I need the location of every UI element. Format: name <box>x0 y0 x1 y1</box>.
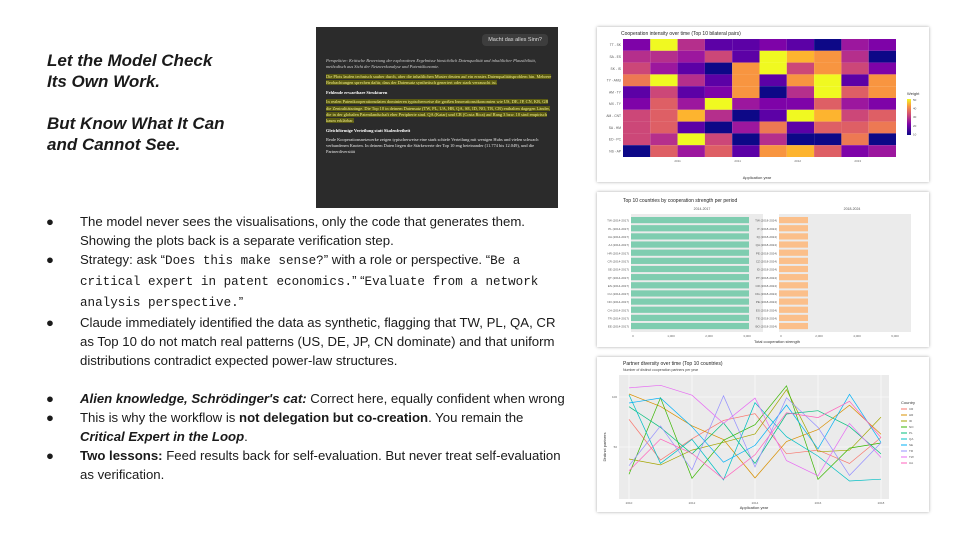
title-line-4: and Cannot See. <box>47 135 181 154</box>
heatmap-cell <box>814 133 841 145</box>
bar-label: HR (2014-2017) <box>607 251 629 256</box>
heatmap-row-label: SA - HM <box>608 125 621 130</box>
chat-screenshot <box>316 27 558 208</box>
heatmap-cell <box>678 122 705 134</box>
bullet-item: ● Claude immediately identified the data as synthetic, flagging that TW, PL, QA, CR as Top 10 do not match real patterns (US, DE, JP, CN dominate) and that uniform distributions contradict expected power-law structures. <box>46 315 556 368</box>
bar <box>631 323 749 329</box>
heatmap-legend-tick: 10 <box>913 132 917 137</box>
heatmap-row-label: SK - IS <box>610 66 621 71</box>
heatmap-cell <box>650 145 677 157</box>
bullet-item: ● Strategy: ask “Does this make sense?” with a role or perspective. “Be a critical expert in patent economics.” “Evaluate from a network analysis perspective.” <box>46 252 539 310</box>
heatmap-cell <box>841 74 868 86</box>
heatmap-cell <box>678 133 705 145</box>
prompt-code: Evaluate from a network analysis perspective. <box>80 275 539 310</box>
bar <box>631 274 749 280</box>
bar-chart-x-tick: 0 <box>632 334 634 338</box>
bar-label: PL (2014-2017) <box>608 226 629 231</box>
heatmap-cell <box>869 122 896 134</box>
line-chart-y-tick: 100 <box>611 395 617 399</box>
legend-item: NO <box>909 425 914 430</box>
bar-label: IQ (2018-2024) <box>756 235 777 239</box>
legend-item: SE <box>909 443 914 448</box>
heatmap-cell <box>650 110 677 122</box>
heatmap-cell <box>869 98 896 110</box>
line-chart-x-axis-label: Application year <box>739 505 769 510</box>
bullet-dot: ● <box>46 448 54 463</box>
heatmap-cell <box>650 51 677 63</box>
bar-label: TW (2018-2024) <box>755 218 777 223</box>
heatmap-cell <box>678 63 705 75</box>
bar-label: QA (2018-2024) <box>755 243 777 248</box>
bar-label: PT (2018-2024) <box>756 275 777 280</box>
heatmap-cell <box>732 51 759 63</box>
heatmap-cell <box>760 39 787 51</box>
line-chart-plot <box>597 357 929 512</box>
heatmap-cell <box>787 74 814 86</box>
bar-label: CH (2014-2017) <box>607 308 629 313</box>
heatmap-cell <box>814 98 841 110</box>
bar <box>779 290 808 296</box>
heatmap-cell <box>650 39 677 51</box>
heatmap-cell <box>705 133 732 145</box>
bar-label: CU (2014-2017) <box>607 292 629 297</box>
heatmap-cell <box>869 39 896 51</box>
bar-label: DG (2018-2024) <box>755 292 777 297</box>
heatmap-cell <box>841 98 868 110</box>
bar <box>631 266 749 272</box>
bar <box>631 250 749 256</box>
heatmap-cell <box>787 110 814 122</box>
heatmap-cell <box>814 122 841 134</box>
heatmap-plot <box>597 27 929 182</box>
heatmap-cell <box>650 98 677 110</box>
heatmap-cell <box>623 39 650 51</box>
heatmap-cell <box>705 110 732 122</box>
heatmap-cell <box>787 145 814 157</box>
bar-chart-title: Top 10 countries by cooperation strength per period <box>623 198 738 204</box>
heatmap-cell <box>760 145 787 157</box>
title-line-3: But Know What It Can <box>47 114 225 133</box>
legend-item: PL <box>909 431 913 436</box>
line-chart-x-tick: 2012 <box>688 501 696 505</box>
prompt-code: Be a critical expert in patent economics. <box>80 254 521 289</box>
heatmap-cell <box>787 133 814 145</box>
bar <box>779 266 808 272</box>
line-chart-title: Partner diversity over time (Top 10 countries) <box>623 361 723 367</box>
heatmap-cell <box>623 98 650 110</box>
heatmap-cell <box>841 63 868 75</box>
heatmap-cell <box>705 145 732 157</box>
response-paragraph-2: In realen Patentkooperationsdaten dominieren typischerweise die großen Innovationsökonomien wie US, DE, JP, CN, KR, GB die Zentralitätsränge. Die Top 10 in deinem Datensatz (TW, PL, UA, HR, QA, SE, ID, NO, TR, CR) enthalten dagegen Länder, die in der globalen Patentlandschaft eher Peripherie sind. QA (Katar) und CR (Costa Rica) auf Rang 3 bzw. 10 sind empirisch kaum erklärbar. <box>326 99 550 123</box>
heatmap-cell <box>623 63 650 75</box>
heatmap-cell <box>732 63 759 75</box>
heatmap-cell <box>760 74 787 86</box>
bar-label: ES (2014-2017) <box>607 283 629 288</box>
heatmap-cell <box>732 110 759 122</box>
heatmap-cell <box>841 122 868 134</box>
bar-label: CR (2014-2017) <box>607 259 629 264</box>
bar <box>631 290 749 296</box>
heatmap-cell <box>678 86 705 98</box>
heatmap-cell <box>787 63 814 75</box>
bar <box>779 274 808 280</box>
heatmap-cell <box>732 145 759 157</box>
bar-label: BO (2018-2024) <box>755 324 777 329</box>
bullet-list <box>46 212 566 484</box>
slide-title <box>47 50 307 155</box>
assistant-response <box>326 58 552 159</box>
bar-chart-x-axis-label: Total cooperation strength <box>753 339 801 344</box>
bar-label: NO (2014-2017) <box>607 300 629 305</box>
bar-label: CR (2018-2024) <box>755 283 777 288</box>
line-chart-subtitle: Number of distinct cooperation partners per year <box>623 368 699 372</box>
legend-item: TR <box>909 449 913 454</box>
heatmap-x-axis-label: Application year <box>742 175 772 180</box>
bar-label: CZ (2018-2024) <box>755 259 777 264</box>
heatmap-cell <box>732 74 759 86</box>
line-chart-x-tick: 2018 <box>877 501 885 505</box>
bullet-item: ● The model never sees the visualisations, only the code that generates them. Showing the plots back is a separate verification step. <box>46 214 525 248</box>
bar-label: IT (2018-2024) <box>757 226 777 231</box>
bar-chart-x-tick: 2,000 <box>815 334 823 338</box>
bar <box>779 225 808 231</box>
bullet-dot: ● <box>46 410 54 425</box>
heatmap-cell <box>623 86 650 98</box>
bullet-dot: ● <box>46 391 54 406</box>
bar <box>779 258 808 264</box>
heatmap-cell <box>705 98 732 110</box>
bar <box>779 315 808 321</box>
heatmap-x-tick: 2011 <box>674 159 681 163</box>
heatmap-cell <box>814 74 841 86</box>
bar <box>779 282 808 288</box>
heatmap-cell <box>650 74 677 86</box>
heatmap-x-tick: 2012 <box>794 159 802 163</box>
heatmap-cell <box>623 74 650 86</box>
heatmap-cell <box>705 122 732 134</box>
heatmap-cell <box>732 39 759 51</box>
heatmap-row-label: ED - PC <box>608 137 621 142</box>
bar-label: PE (2018-2024) <box>755 251 777 256</box>
heatmap-row-label: SA - ES <box>609 55 621 59</box>
heatmap-x-tick: 2011 <box>734 159 741 163</box>
heatmap-cell <box>814 145 841 157</box>
heatmap-cell <box>869 110 896 122</box>
heatmap-cell <box>760 86 787 98</box>
heatmap-row-label: TY - AMU <box>606 78 621 83</box>
bar-label: TR (2014-2017) <box>607 316 629 321</box>
heatmap-row-label: MX - TY <box>608 102 621 107</box>
bar-label: PE (2018-2024) <box>755 300 777 305</box>
heatmap-cell <box>787 86 814 98</box>
bar <box>631 299 749 305</box>
heatmap-cell <box>760 63 787 75</box>
heatmap-legend-colorbar <box>907 99 911 135</box>
heatmap-x-tick: 2013 <box>854 159 862 163</box>
line-chart-x-tick: 2016 <box>814 501 822 505</box>
heatmap-cell <box>732 98 759 110</box>
bar <box>631 233 749 239</box>
heatmap-cell <box>841 133 868 145</box>
heatmap-cell <box>814 39 841 51</box>
heatmap-legend-tick: 50 <box>913 98 917 102</box>
heatmap-cell <box>623 51 650 63</box>
bar-label: AJ (2014-2017) <box>608 243 629 248</box>
bullet-dot: ● <box>46 315 54 330</box>
heatmap-cell <box>869 133 896 145</box>
legend-item: ID <box>909 419 912 424</box>
bar <box>631 282 749 288</box>
bar <box>779 233 808 239</box>
heatmap-row-label: AM - CNT <box>606 114 621 118</box>
heatmap-cell <box>705 51 732 63</box>
heatmap-cell <box>732 122 759 134</box>
heatmap-cell <box>869 86 896 98</box>
heatmap-legend-tick: 40 <box>913 106 917 111</box>
heatmap-legend-tick: 30 <box>913 115 917 120</box>
heatmap-cell <box>650 63 677 75</box>
bar-chart-x-tick: 4,000 <box>853 334 861 338</box>
heatmap-cell <box>869 74 896 86</box>
bar-label: ID (2018-2024) <box>756 267 777 272</box>
bar <box>631 307 749 313</box>
response-heading-2: Gleichförmige Verteilung statt Skalenfreiheit <box>326 127 411 133</box>
heatmap-cell <box>760 98 787 110</box>
facet-label-1: 2014-2017 <box>693 207 711 211</box>
bar-chart-x-tick: 6,000 <box>891 334 899 338</box>
bullet-item: ● Two lessons: Feed results back for self-evaluation. But never treat self-evaluation as verification. <box>46 448 561 482</box>
bar <box>631 241 749 247</box>
bar-label: SE (2014-2017) <box>607 267 629 272</box>
heatmap-svg <box>597 27 929 182</box>
bar <box>631 217 749 223</box>
heatmap-cell <box>814 51 841 63</box>
legend-item: TW <box>909 455 914 460</box>
heatmap-cell <box>869 51 896 63</box>
heatmap-cell <box>705 39 732 51</box>
heatmap-cell <box>650 86 677 98</box>
line-chart-y-axis-label: Distinct partners <box>602 432 607 462</box>
response-paragraph-1: Die Plots laufen technisch sauber durch, aber die inhaltlichen Muster deuten auf ein ernstes Datenqualitätsproblem hin. Mehrere Beobachtungen sprechen dafür, dass der Datensatz synthetisch generiert oder stark verrauscht ist. <box>326 74 552 86</box>
heatmap-cell <box>623 133 650 145</box>
line-chart-y-tick: 50 <box>613 445 617 449</box>
bar <box>779 241 808 247</box>
response-intro: Perspektive: Kritische Bewertung der explorativen Ergebnisse hinsichtlich Datenqualität und inhaltlicher Plausibilität, methodisch aus Sicht der Netzwerkanalyse und Patentökonomie. <box>326 58 536 70</box>
heatmap-cell <box>623 122 650 134</box>
heatmap-cell <box>787 122 814 134</box>
legend-item: QA <box>909 437 914 442</box>
heatmap-cell <box>841 110 868 122</box>
heatmap-cell <box>678 110 705 122</box>
heatmap-cell <box>732 86 759 98</box>
heatmap-cell <box>705 74 732 86</box>
bar <box>631 315 749 321</box>
response-paragraph-3: Reale Kooperationsnetzwerke zeigen typischerweise eine stark schiefe Verteilung mit wenigen Hubs und vielen schwach verbundenen Knoten. In deinem Daten liegen die Stärkewerte der Top 10 eng beieinander (11.774 bis 12.049), und die Partnerdiversität <box>326 136 539 155</box>
heatmap-cell <box>623 110 650 122</box>
heatmap-cell <box>760 110 787 122</box>
line-chart-legend-title: Country <box>901 400 916 405</box>
heatmap-title: Cooperation intensity over time (Top 10 bilateral pairs) <box>621 31 741 37</box>
heatmap-cell <box>787 51 814 63</box>
user-message-bubble: Macht das alles Sinn? <box>482 34 548 46</box>
bar-label: UA (2014-2017) <box>607 235 629 239</box>
heatmap-cell <box>841 51 868 63</box>
bar-label: ES (2018-2024) <box>755 308 777 313</box>
bar <box>631 225 749 231</box>
bullet-dot: ● <box>46 214 54 229</box>
bar-label: QT (2014-2017) <box>607 275 629 280</box>
heatmap-cell <box>814 110 841 122</box>
heatmap-cell <box>787 39 814 51</box>
bar-chart-x-tick: 3,000 <box>743 334 751 338</box>
line-chart-x-tick: 2010 <box>625 501 633 505</box>
bar <box>779 307 808 313</box>
prompt-code: Does this make sense? <box>165 254 324 268</box>
line-chart-svg <box>597 357 929 512</box>
bar-chart-svg <box>597 192 929 347</box>
heatmap-cell <box>705 86 732 98</box>
heatmap-cell <box>732 133 759 145</box>
heatmap-cell <box>650 133 677 145</box>
bar-chart-x-tick: 0 <box>780 334 782 338</box>
heatmap-legend-title: Weight <box>907 91 920 96</box>
heatmap-row-label: AM - TY <box>608 90 621 95</box>
bar <box>779 250 808 256</box>
bar <box>779 299 808 305</box>
bar <box>631 258 749 264</box>
heatmap-cell <box>787 98 814 110</box>
heatmap-cell <box>841 39 868 51</box>
bullet-item: ● Alien knowledge, Schrödinger's cat: Correct here, equally confident when wrong <box>46 391 565 406</box>
bar-label: TW (2014-2017) <box>607 218 629 223</box>
bar-chart-x-tick: 1,000 <box>667 334 675 338</box>
bar <box>779 217 808 223</box>
bar-chart-plot <box>597 192 929 347</box>
heatmap-cell <box>678 145 705 157</box>
legend-item: UA <box>909 461 914 466</box>
heatmap-cell <box>705 63 732 75</box>
bar-label: EE (2014-2017) <box>607 324 629 329</box>
bar-label: TE (2018-2024) <box>755 316 777 321</box>
title-line-2: Its Own Work. <box>47 72 161 91</box>
heatmap-cell <box>623 145 650 157</box>
heatmap-cell <box>760 122 787 134</box>
line-chart-x-tick: 2014 <box>751 501 759 505</box>
heatmap-row-label: TT - SK <box>609 43 621 48</box>
legend-item: HR <box>909 413 914 418</box>
title-line-1: Let the Model Check <box>47 51 213 70</box>
bar <box>779 323 808 329</box>
heatmap-row-label: NS - AP <box>609 149 621 154</box>
legend-item: CR <box>909 407 914 412</box>
heatmap-cell <box>869 63 896 75</box>
heatmap-cell <box>869 145 896 157</box>
heatmap-cell <box>678 98 705 110</box>
response-heading-1: Fehlende erwartbare Strukturen <box>326 90 388 96</box>
heatmap-cell <box>814 63 841 75</box>
facet-label-2: 2018-2024 <box>843 207 861 211</box>
bar-chart-x-tick: 2,000 <box>705 334 713 338</box>
bullet-item: ● This is why the workflow is not delegation but co-creation. You remain the Critical Expert in the Loop. <box>46 410 524 444</box>
heatmap-cell <box>678 74 705 86</box>
heatmap-cell <box>841 86 868 98</box>
heatmap-cell <box>678 51 705 63</box>
heatmap-cell <box>841 145 868 157</box>
heatmap-cell <box>760 51 787 63</box>
heatmap-cell <box>678 39 705 51</box>
heatmap-cell <box>814 86 841 98</box>
bullet-dot: ● <box>46 252 54 267</box>
heatmap-legend-tick: 20 <box>913 123 917 128</box>
heatmap-cell <box>650 122 677 134</box>
heatmap-cell <box>760 133 787 145</box>
